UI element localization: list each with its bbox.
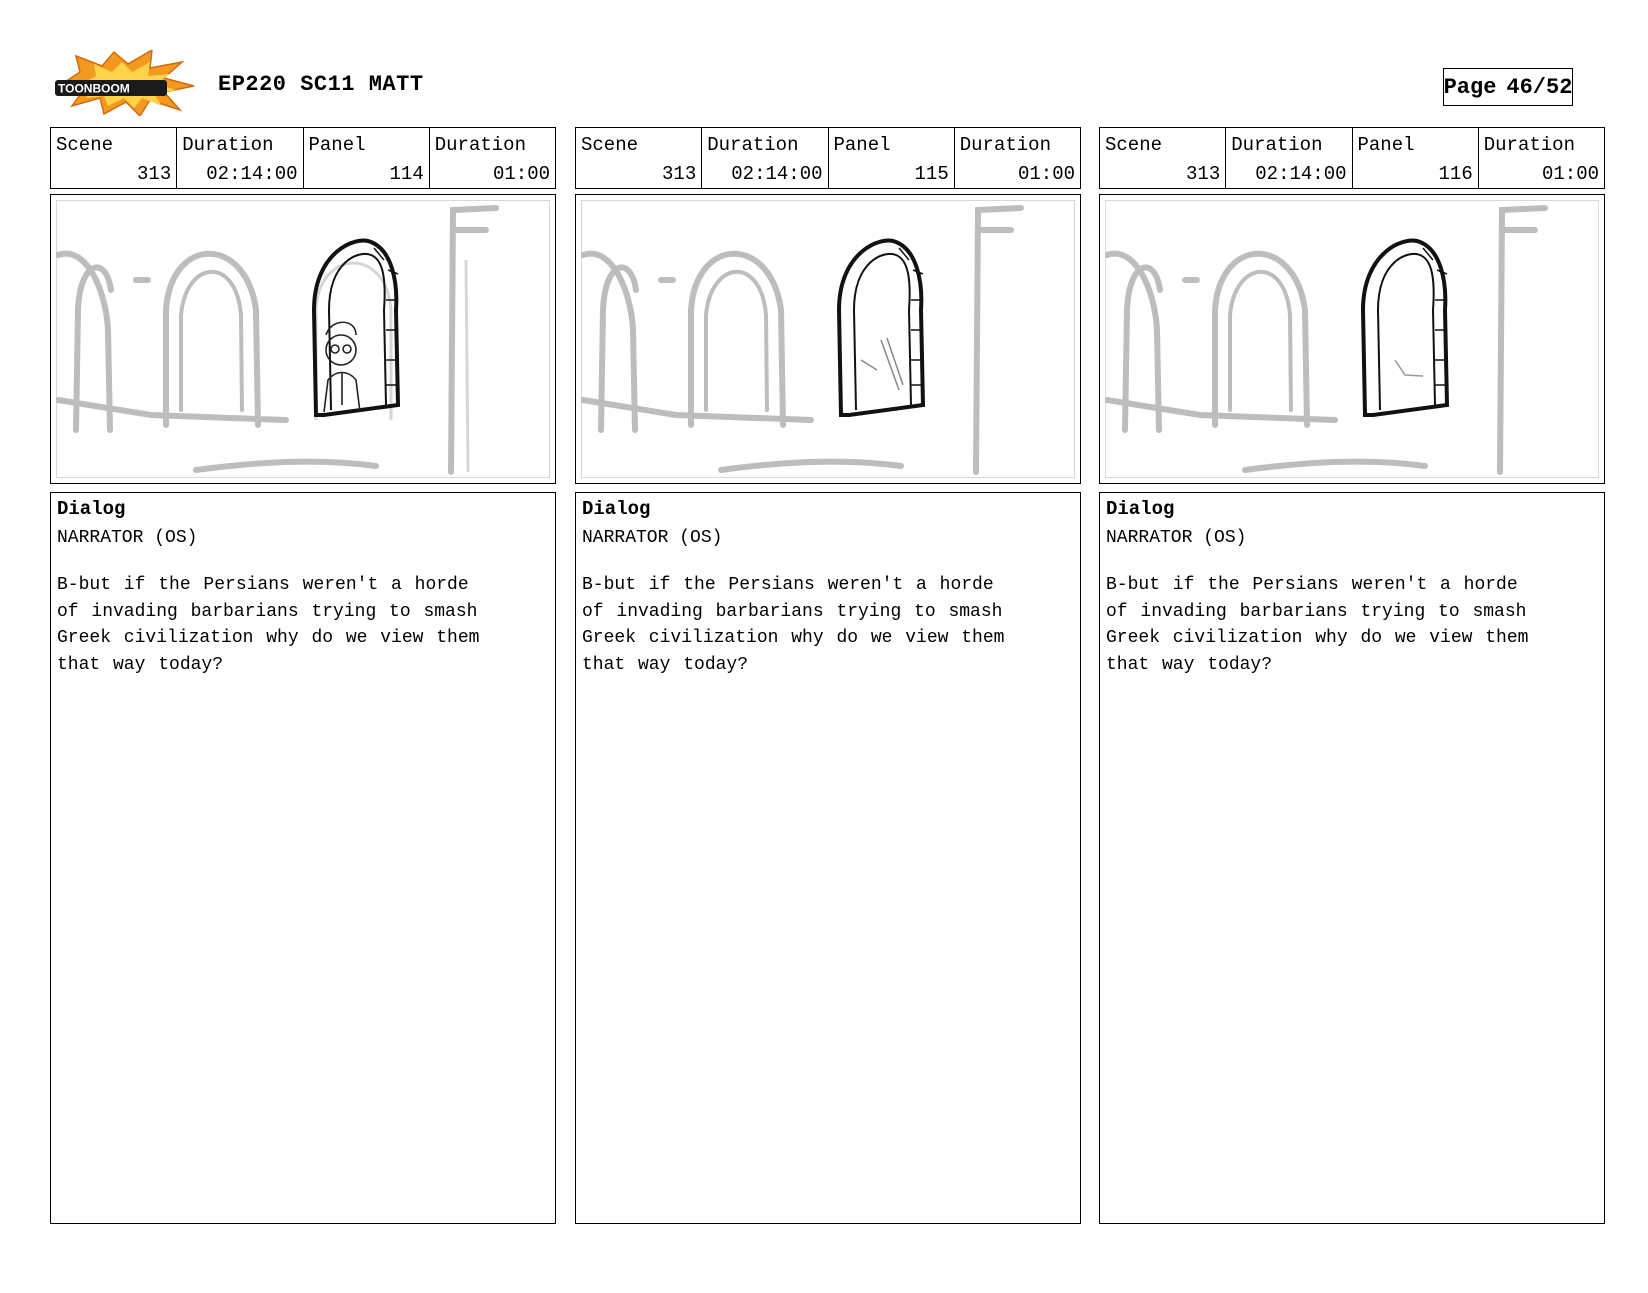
panel-duration-label: Duration (959, 134, 1051, 156)
dialog-heading: Dialog (1106, 498, 1175, 520)
storyboard-panel-2 (575, 127, 1081, 1224)
page-title: EP220 SC11 MATT (218, 72, 424, 97)
speaker-name: NARRATOR (OS) (57, 528, 198, 548)
scene-duration-cell (702, 128, 828, 188)
duration-label: Duration (182, 134, 274, 156)
panel-duration-value: 01:00 (1017, 163, 1075, 185)
speaker-name: NARRATOR (OS) (582, 528, 723, 548)
dialog-heading: Dialog (57, 498, 126, 520)
storyboard-panel-3 (1099, 127, 1605, 1224)
panel-duration-label: Duration (434, 134, 526, 156)
speaker-name: NARRATOR (OS) (1106, 528, 1247, 548)
duration-label: Duration (707, 134, 799, 156)
duration-value: 02:14:00 (731, 163, 823, 185)
scene-duration-cell (1226, 128, 1352, 188)
scene-label: Scene (56, 134, 114, 156)
scene-cell (51, 128, 177, 188)
panel-sketch (50, 194, 556, 484)
panel-info-bar (50, 127, 556, 189)
panel-duration-value: 01:00 (492, 163, 550, 185)
panel-duration-cell (1479, 128, 1604, 188)
panel-duration-label: Duration (1483, 134, 1575, 156)
panel-sketch (1099, 194, 1605, 484)
duration-value: 02:14:00 (206, 163, 298, 185)
toonboom-logo (52, 50, 198, 116)
scene-value: 313 (1186, 163, 1221, 185)
dialog-text: B-but if the Persians weren't a horde of invading barbarians trying to smash Greek civilization why do we view them that way today? (1106, 575, 1529, 675)
scene-duration-cell (177, 128, 303, 188)
scene-label: Scene (581, 134, 639, 156)
dialog-box (575, 492, 1081, 1224)
scene-value: 313 (137, 163, 172, 185)
panel-label: Panel (308, 134, 366, 156)
panel-label: Panel (833, 134, 891, 156)
dialog-box (1099, 492, 1605, 1224)
dialog-text: B-but if the Persians weren't a horde of invading barbarians trying to smash Greek civilization why do we view them that way today? (582, 575, 1005, 675)
dialog-box (50, 492, 556, 1224)
page-label: Page (1443, 74, 1497, 100)
panel-cell (304, 128, 430, 188)
panel-sketch (575, 194, 1081, 484)
panel-duration-value: 01:00 (1541, 163, 1599, 185)
scene-label: Scene (1105, 134, 1163, 156)
dialog-heading: Dialog (582, 498, 651, 520)
scene-cell (1100, 128, 1226, 188)
panel-value: 116 (1438, 163, 1473, 185)
scene-cell (576, 128, 702, 188)
panel-label: Panel (1357, 134, 1415, 156)
panel-duration-cell (430, 128, 555, 188)
panel-value: 115 (914, 163, 949, 185)
panel-cell (1353, 128, 1479, 188)
panel-info-bar (575, 127, 1081, 189)
panel-info-bar (1099, 127, 1605, 189)
panel-cell (829, 128, 955, 188)
page-number: 46/52 (1506, 74, 1573, 100)
logo-text: TOONBOOM (58, 81, 130, 96)
storyboard-panel-1 (50, 127, 556, 1224)
scene-value: 313 (662, 163, 697, 185)
page-indicator (1443, 68, 1573, 106)
panel-duration-cell (955, 128, 1080, 188)
duration-label: Duration (1231, 134, 1323, 156)
duration-value: 02:14:00 (1255, 163, 1347, 185)
dialog-text: B-but if the Persians weren't a horde of invading barbarians trying to smash Greek civilization why do we view them that way today? (57, 575, 480, 675)
panel-value: 114 (389, 163, 424, 185)
